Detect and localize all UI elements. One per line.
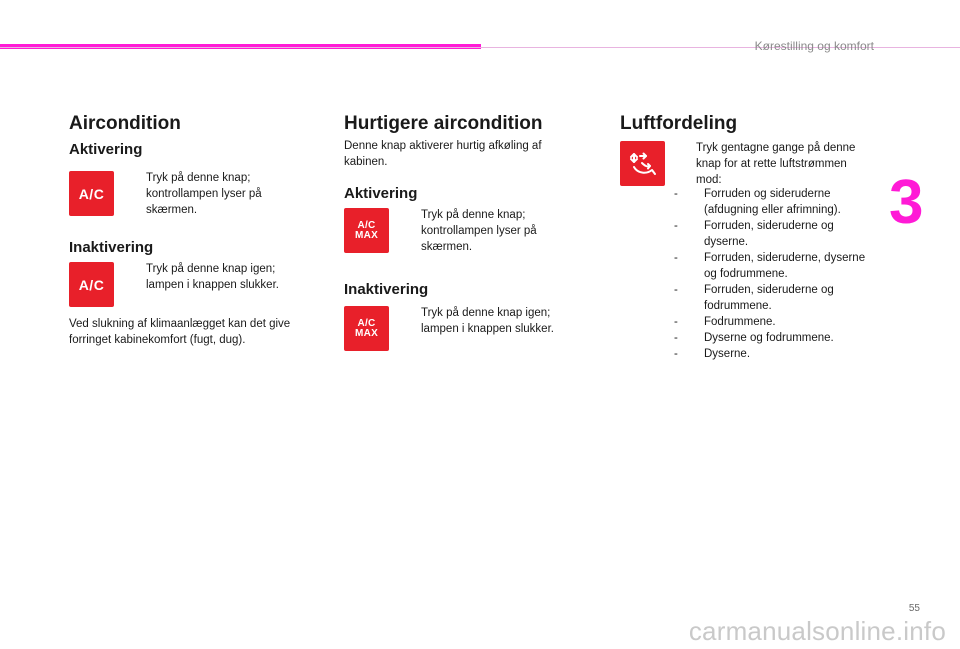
instruction-deactivation (397, 305, 582, 337)
ac-max-icon-line2: MAX (354, 229, 379, 241)
ac-button-icon (69, 262, 114, 307)
ac-max-icon-line1: A/C (357, 317, 376, 329)
watermark[interactable]: carmanualsonline.info (688, 616, 946, 646)
instruction-text: Tryk gentagne gange på denne knap for at rette luftstrømmen mod: (696, 142, 856, 186)
ac-max-icon-line1: A/C (357, 219, 376, 231)
air-distribution-icon (620, 141, 665, 186)
page-number: 55 (908, 603, 920, 614)
instruction-activation (122, 170, 302, 218)
instruction-deactivation (122, 261, 307, 293)
section-title-fast-ac: Hurtigere aircondition (344, 113, 543, 134)
instruction-text: Tryk på denne knap; kontrollampen lyser på skærmen. (146, 172, 262, 216)
heading-activation: Aktivering (69, 141, 143, 158)
ac-button-icon (69, 171, 114, 216)
intro-text: Denne knap aktiverer hurtig afkøling af kabinen. (344, 140, 542, 168)
heading-deactivation: Inaktivering (344, 281, 429, 298)
ac-icon-label: A/C (78, 185, 105, 202)
list-item: - Fodrummene. (674, 316, 776, 328)
ac-max-button-icon (344, 306, 389, 351)
list-item: - Dyserne. (674, 348, 751, 360)
distribution-list (674, 186, 874, 362)
instruction-distribution (672, 140, 872, 188)
heading-deactivation: Inaktivering (69, 239, 154, 256)
instruction-text: Tryk på denne knap; kontrollampen lyser på skærmen. (421, 209, 537, 253)
chapter-title: Kørestilling og komfort (754, 39, 874, 53)
heading-activation: Aktivering (344, 185, 418, 202)
instruction-text: Tryk på denne knap igen; lampen i knappen slukker. (421, 307, 554, 335)
air-distribution-glyph (628, 150, 658, 178)
list-item: - Forruden og sideruderne (afdugning eller afrimning). (674, 188, 841, 216)
ac-max-button-icon (344, 208, 389, 253)
list-item: - Forruden, sideruderne og fodrummene. (674, 284, 834, 312)
list-item: - Dyserne og fodrummene. (674, 332, 834, 344)
section-title-aircondition: Aircondition (69, 113, 181, 134)
ac-icon-label: A/C (78, 276, 105, 293)
section-title-air-distribution: Luftfordeling (620, 113, 738, 134)
note-text: Ved slukning af klimaanlægget kan det give forringet kabinekomfort (fugt, dug). (69, 318, 291, 346)
chapter-number: 3 (889, 168, 924, 237)
instruction-activation (397, 207, 577, 255)
ac-max-icon-line2: MAX (354, 327, 379, 339)
instruction-text: Tryk på denne knap igen; lampen i knappen slukker. (146, 263, 279, 291)
list-item: - Forruden, sideruderne, dyserne og fodrummene. (674, 252, 866, 280)
list-item: - Forruden, sideruderne og dyserne. (674, 220, 834, 248)
